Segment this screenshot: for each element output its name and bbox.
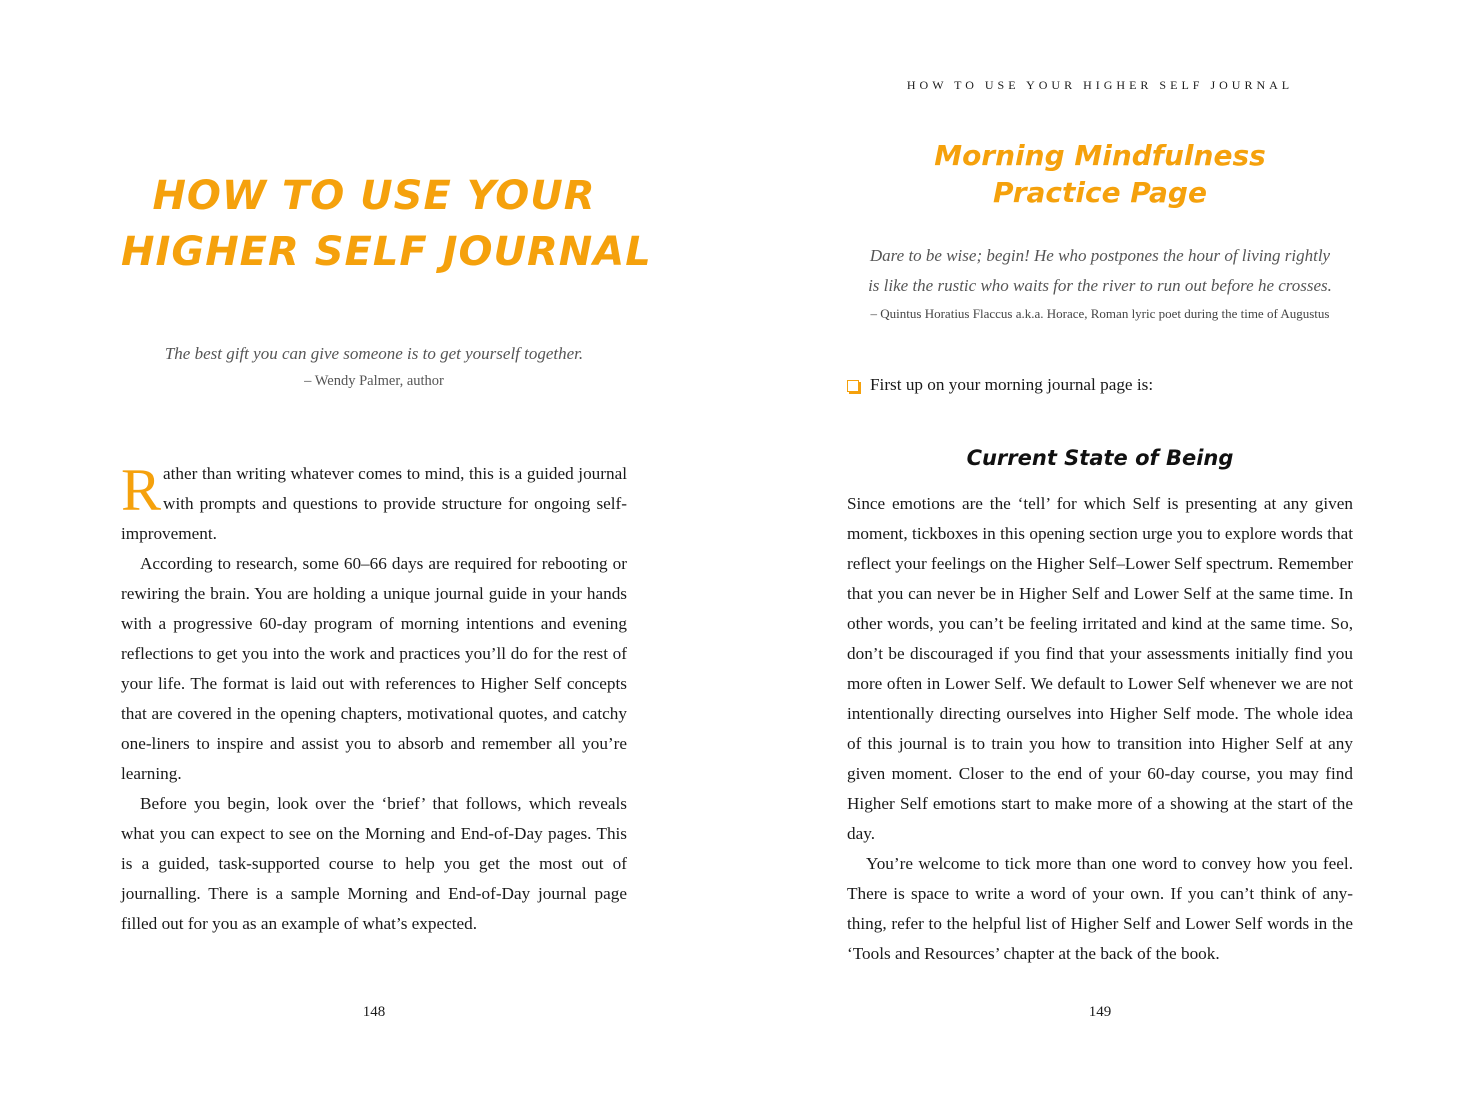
epigraph-attribution: – Wendy Palmer, author	[304, 373, 444, 389]
task-item	[847, 373, 1353, 397]
chapter-title	[121, 168, 652, 280]
paragraph-text: ather than writing whatever comes to mind, this is a guided journal with prompts and questions to provide structure for ongoing self-improvement.	[121, 464, 627, 543]
right-page	[737, 0, 1474, 1106]
subsection-heading: Current State of Being	[966, 446, 1234, 470]
body-paragraph	[121, 459, 627, 549]
epigraph-attribution: – Quintus Horatius Flaccus a.k.a. Horace, Roman lyric poet during the time of Augustus	[870, 306, 1330, 321]
chapter-epigraph	[121, 342, 627, 390]
section-title-line-2: Practice Page	[993, 176, 1207, 209]
running-head: HOW TO USE YOUR HIGHER SELF JOURNAL	[906, 78, 1294, 92]
page-number: 148	[362, 1004, 386, 1020]
body-paragraph: Before you begin, look over the ‘brief’ that follows, which reveals what you can expect to see on the Morning and End-of-Day pages. This is a guided, task-supported course to help you get the most out of journalling. There is a sample Morning and End-of-Day journal page filled out for you as an example of what’s expected.	[121, 794, 627, 933]
section-title-line-1: Morning Mindfulness	[934, 139, 1266, 172]
section-epigraph	[847, 241, 1353, 322]
task-item-label: First up on your morning journal page is:	[870, 375, 1154, 394]
body-paragraph: Since emotions are the ‘tell’ for which Self is presenting at any given moment, tickboxes in this opening section urge you to explore words that reflect your feelings on the Higher Self–Lower Self spectrum. Remember that you can never be in Higher Self and Lower Self at the same time. In other words, you can’t be feeling irritated and kind at the same time. So, don’t be discouraged if you find that your assessments initially find you more often in Lower Self. We default to Lower Self whenever we are not intentionally directing ourselves into Higher Self mode. The whole idea of this journal is to train you how to transition into Higher Self at any given moment. Closer to the end of your 60-day course, you may find Higher Self emotions start to make more of a showing at the start of the day.	[847, 494, 1353, 843]
epigraph-quote-line-2: is like the rustic who waits for the river to run out before he crosses.	[868, 276, 1332, 295]
chapter-title-line-1: HOW TO USE YOUR	[152, 173, 596, 219]
page-number: 149	[1088, 1004, 1112, 1020]
section-body	[847, 489, 1353, 969]
body-paragraph: According to research, some 60–66 days are required for rebooting or rewiring the brain. You are holding a unique journal guide in your hands with a progressive 60-day program of morning intentions and evening reflections to get you into the work and practices you’ll do for the rest of your life. The format is laid out with references to Higher Self concepts that are covered in the opening chapters, motivational quotes, and catchy one-liners to inspire and assist you to absorb and remember all you’re learning.	[121, 554, 627, 783]
chapter-body	[121, 459, 627, 939]
section-title	[847, 137, 1353, 211]
chapter-title-line-2: HIGHER SELF JOURNAL	[121, 229, 652, 275]
drop-cap: R	[121, 457, 162, 523]
epigraph-quote-line-1: Dare to be wise; begin! He who postpones the hour of living rightly	[869, 246, 1331, 265]
epigraph-quote: The best gift you can give someone is to get yourself together.	[164, 344, 584, 363]
checkbox-icon	[847, 380, 859, 392]
body-paragraph: You’re welcome to tick more than one word to convey how you feel. There is space to write a word of your own. If you can’t think of anything, refer to the helpful list of Higher Self and Lower Self words in the ‘Tools and Resources’ chapter at the back of the book.	[847, 854, 1353, 963]
